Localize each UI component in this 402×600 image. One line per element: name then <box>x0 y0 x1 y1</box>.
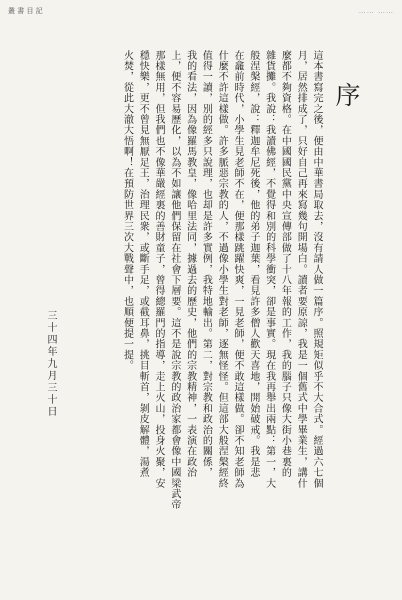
date-line: 三十四年九月三十日 <box>45 310 56 418</box>
text-column: 麼都不夠資格。在中國國民黨中央宣傳部做了十八年報的工作，我的腦子只像大街小巷裏的 <box>279 50 291 478</box>
text-column: 穩快樂，更不曾見無厭足王，治理民衆，或斷手足，或截耳鼻，挑目斬首，剝皮解體，湯煮 <box>137 50 149 478</box>
preface-body <box>72 50 324 570</box>
text-column: 上，便不容易歷化，以為不如讓他們保留在社會下層要。這不是說宗教的政治家都會像中國梁武帝 <box>168 50 180 511</box>
page-header <box>8 4 394 18</box>
page-title: 序 <box>332 82 361 113</box>
text-column: 火焚，從此大澈大悟啊！在預防世界三次大戰聲中，也順便提一提。 <box>121 50 133 371</box>
text-column: 般涅槃經，說：釋迦牟尼死後，他的弟子迦葉，看見許多僧人歡天喜地，開始破戒。我是悲 <box>247 50 259 478</box>
text-column: 我的看法，因為像羅馬教皇，像哈里法同，據過去的歷史，他們的宗教精神，一表演在政治 <box>184 50 196 478</box>
header-left-stamp: 叢 書 目 記 <box>8 7 43 15</box>
text-column: 這本書寫完之後，便由中華書局取去，沒有請人做一篇序。照規矩似乎不大合式。經過六七個 <box>311 50 322 489</box>
text-column: 雜貨攤。我說：我讀佛經，不覺得和別的科學衝突，卻是事實。現在我再舉出兩點：第一，大 <box>263 50 275 489</box>
text-column: 值得一讀，別的經多只說理，也却是許多實例，我特地輸出。第二，對宗教和政治的關係， <box>200 50 212 478</box>
text-column: 在龕前時代，小學生見老師不在，便那樣跳躍快爽，一見老師，便不敢這樣做。卻不知老師為 <box>232 50 244 489</box>
text-column: 月，居然排成了，只好自己再來寫幾句開場白。讀者要原諒，我是一個舊式中學畢業生，講什 <box>295 50 307 489</box>
header-right-stamp: …… …… <box>358 7 394 15</box>
text-column: 那樣無用，但我們也不像華嚴經裏的善財童子，曾得總羅門的指導，走上火山，投身火聚，安 <box>153 50 165 489</box>
text-column: 什麼不許這樣做。許多脈惡宗教的人，不過像小學生對老師，逐無怪怪。但這部大般涅槃經終 <box>216 50 228 489</box>
